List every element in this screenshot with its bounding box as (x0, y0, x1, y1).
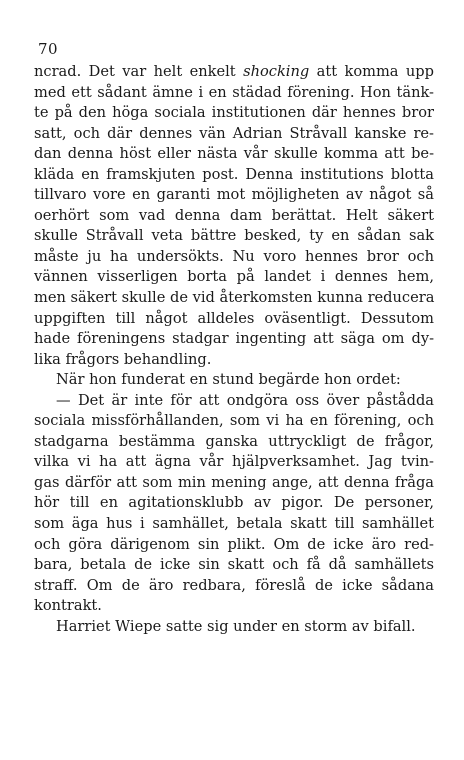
text-line: lika frågors behandling. (34, 350, 212, 368)
text-line: dan denna höst eller nästa vår skulle komma att be- (34, 145, 434, 163)
text-line: straff. Om de äro redbara, föreslå de icke sådana (34, 576, 434, 594)
text-line: När hon funderat en stund begärde hon ordet: (56, 371, 401, 389)
text-line: satt, och där dennes vän Adrian Stråvall kanske re- (34, 124, 434, 142)
text-line: ncrad. Det var helt enkelt shocking att komma upp (34, 63, 434, 80)
text-line: med ett sådant ämne i en städad förening. Hon tänk- (34, 83, 434, 101)
text-line: stadgarna bestämma ganska uttryckligt de frågor, (34, 432, 434, 450)
text-line: hör till en agitationsklubb av pigor. De personer, (34, 494, 434, 512)
text-line: måste ju ha undersökts. Nu voro hennes bror och (34, 247, 434, 265)
paragraph (34, 391, 434, 617)
text-line: Harriet Wiepe satte sig under en storm av bifall. (56, 617, 416, 635)
text-line: — Det är inte för att ondgöra oss över påstådda (56, 391, 434, 409)
paragraph (34, 370, 434, 391)
page-number: 70 (38, 40, 59, 58)
text-line: gas därför att som min mening ange, att denna fråga (34, 473, 434, 491)
text-line: som äga hus i samhället, betala skatt till samhället (34, 515, 434, 533)
text-line: vilka vi ha att ägna vår hjälpverksamhet. Jag tvin- (34, 453, 434, 471)
paragraph (34, 617, 434, 638)
text-line: tillvaro vore en garanti mot möjligheten av något så (34, 186, 434, 204)
text-line: vännen visserligen borta på landet i dennes hem, (34, 268, 434, 286)
text-line: oerhört som vad denna dam berättat. Helt säkert (34, 206, 434, 224)
text-line: kläda en framskjuten post. Denna institutions blotta (34, 165, 434, 183)
text-line: uppgiften till något alldeles oväsentligt. Dessutom (34, 309, 434, 327)
text-line: bara, betala de icke sin skatt och få då samhällets (34, 556, 434, 574)
text-line: hade föreningens stadgar ingenting att säga om dy- (34, 330, 434, 348)
paragraph (34, 62, 434, 370)
body-text (34, 62, 434, 637)
text-line: kontrakt. (34, 597, 102, 615)
text-line: och göra därigenom sin plikt. Om de icke äro red- (34, 535, 434, 553)
text-line: sociala missförhållanden, som vi ha en förening, och (34, 412, 434, 430)
text-line: te på den höga sociala institutionen där hennes bror (34, 104, 434, 122)
text-line: skulle Stråvall veta bättre besked, ty en sådan sak (34, 227, 434, 245)
text-line: men säkert skulle de vid återkomsten kunna reducera (34, 289, 435, 307)
